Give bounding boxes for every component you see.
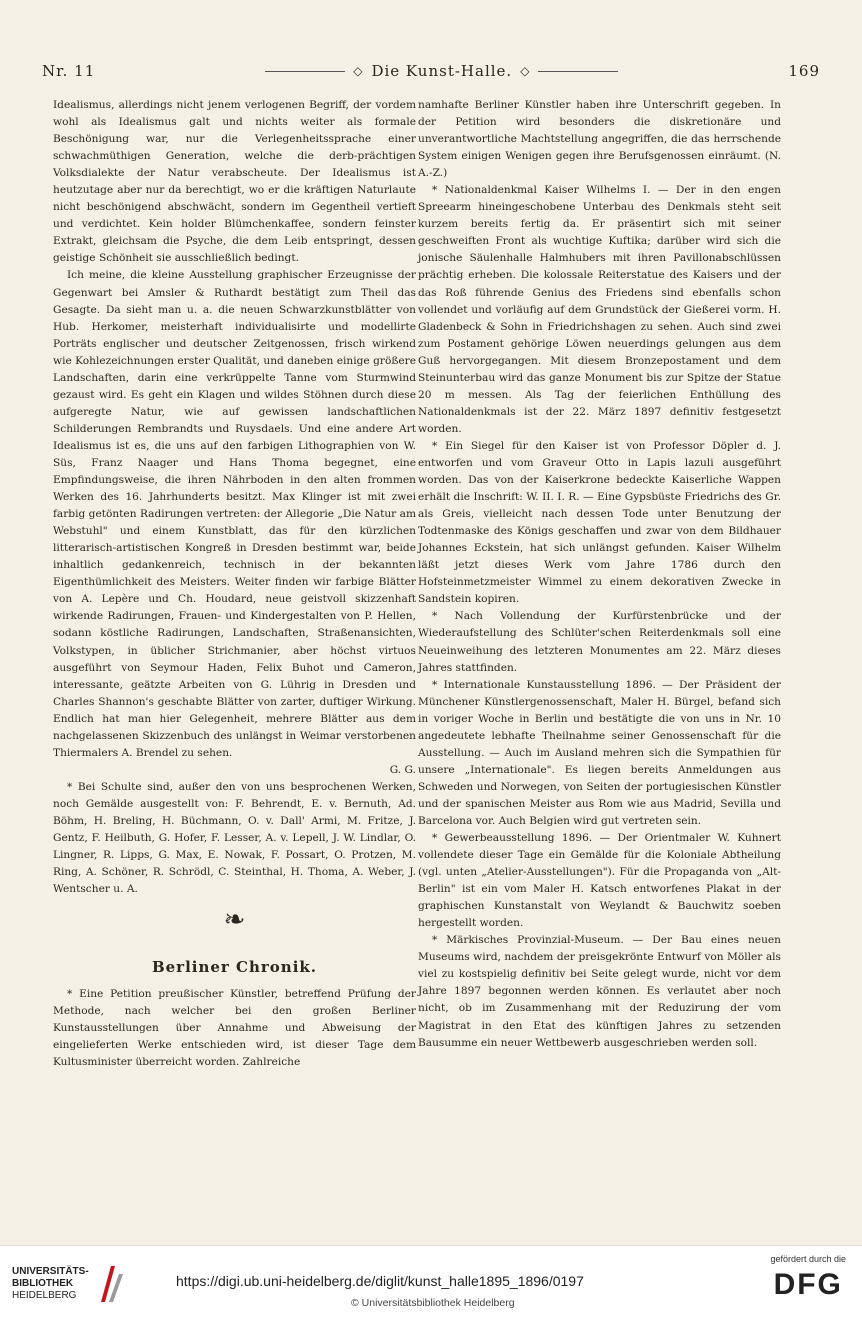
right-column (418, 97, 781, 1052)
page-header (42, 58, 820, 84)
copyright-text: © Universitätsbibliothek Heidelberg (351, 1297, 515, 1309)
permalink-url[interactable]: https://digi.ub.uni-heidelberg.de/diglit/kunst_halle1895_1896/0197 (176, 1273, 584, 1289)
paragraph: namhafte Berliner Künstler haben ihre Unterschrift gegeben. In der Petition wird besonders die diskretionäre und unverantwortliche Machtstellung angegriffen, die das herrschende System einigen Wenigen gegen ihre Berufsgenossen einräumt. (N. A.-Z.) (418, 99, 781, 180)
library-emblem-icon (97, 1262, 127, 1306)
viewer-footer (0, 1245, 862, 1322)
running-title-group (265, 62, 618, 80)
paragraph: * Nach Vollendung der Kurfürstenbrücke und der Wiederaufstellung des Schlüter'schen Reiterdenkmals soll eine Neueinweihung des letzteren Monumentes am 22. März dieses Jahres stattfinden. (418, 610, 781, 674)
paragraph: * Eine Petition preußischer Künstler, betreffend Prüfung der Methode, nach welcher bei den großen Berliner Kunstausstellungen über Annahme und Abweisung der eingelieferten Werke entschieden wird, ist dieser Tage dem Kultusminister überreicht worden. Zahlreiche (53, 988, 416, 1069)
paragraph: * Märkisches Provinzial-Museum. — Der Bau eines neuen Museums wird, nachdem der preisgekrönte Entwurf von Möller als viel zu kostspielig definitiv bei Seite gelegt wurde, nicht vor dem Jahre 1897 begonnen werden können. Es verlautet aber noch nicht, ob im Zusammenhang mit der Reduzirung der vom Magistrat in den Etat des künftigen Jahres zu setzenden Bausumme ein neuer Wettbewerb ausgeschrieben werden soll. (418, 934, 781, 1049)
library-name-line: BIBLIOTHEK (12, 1278, 74, 1289)
fleuron-icon: ❧ (223, 905, 246, 936)
funder-logo[interactable] (770, 1254, 846, 1302)
paragraph: * Ein Siegel für den Kaiser ist von Professor Döpler d. J. entworfen und vom Graveur Otto in Lapis lazuli ausgeführt worden. Das von der Kaiserkrone bedeckte Kaiserliche Wappen erhält die Inschrift: W. II. I. R. — Eine Gypsbüste Friedrichs des Gr. als Greis, vielleicht nach dessen Tode unter Benutzung der Todtenmaske des Königs geschaffen und zwar von dem Bildhauer Johannes Eckstein, hat sich unlängst gefunden. Kaiser Wilhelm läßt jetzt dieses Werk vom Jahre 1786 durch den Hofsteinmetzmeister Wimmel zu einem dekorativen Zwecke in Sandstein kopiren. (418, 439, 781, 606)
funded-by-text: gefördert durch die (770, 1254, 846, 1264)
ornament-right-icon: ◇ (520, 64, 531, 78)
paragraph: Ich meine, die kleine Ausstellung graphischer Erzeugnisse der Gegenwart bei Amsler & Ruthardt bestätigt zum Theil das Gesagte. Da sieht man u. a. die neuen Schwarzkunstblätter von Hub. Herkomer, meisterhaft individualisirte und modellirte Porträts englischer und deutscher Zeitgenossen, frisch wirkend wie Kohlezeichnungen erster Qualität, und daneben einige größere Landschaften, darin eine verkrüppelte Tanne vom Sturmwind gezaust wird. Es geht ein Klagen und wildes Stöhnen durch diese aufgeregte Natur, wie auf gewissen landschaftlichen Schilderungen Rembrandts und Ruysdaels. Und eine andere Art Idealismus ist es, die uns auf den farbigen Lithographien von W. Süs, Franz Naager und Hans Thoma begegnet, eine Empfindungsweise, die ihren Nährboden in den alten frommen Werken des 16. Jahrhunderts besitzt. Max Klinger ist mit zwei farbig getönten Radirungen vertreten: der Allegorie „Die Natur am Webstuhl" und einem Kunstblatt, das für den kürzlichen litterarisch-artistischen Kongreß in Dresden bestimmt war, beide inhaltlich gedankenreich, technisch in der bekannten Eigenthümlichkeit des Meisters. Weiter finden wir farbige Blätter von A. Lepère und Ch. Houdard, neue geistvoll skizzenhaft wirkende Radirungen, Frauen- und Kindergestalten von P. Hellen, sodann köstliche Radirungen, Landschaften, Straßenansichten, Volkstypen, in üblicher Strichmanier, aber höchst virtuos ausgeführt von Seymour Haden, Felix Buhot und Cameron, interessante, geätzte Arbeiten von G. Lührig in Dresden und Charles Shannon's geschabte Blätter von zarter, duftiger Wirkung. Endlich hat man hier Gelegenheit, mehrere Blätter aus dem nachgelassenen Skizzenbuch des unlängst in Weimar verstorbenen Thiermalers A. Brendel zu sehen. (53, 269, 416, 759)
ornament-left-icon: ◇ (353, 64, 364, 78)
library-name-line: UNIVERSITÄTS- (12, 1266, 89, 1277)
paragraph: * Gewerbeausstellung 1896. — Der Orientmaler W. Kuhnert vollendete dieser Tage ein Gemälde für die Koloniale Abtheilung (vgl. unten „Atelier-Ausstellungen"). Für die Propaganda von „Alt-Berlin" ist ein vom Maler H. Katsch entworfenes Plakat in der graphischen Kunstanstalt von Weylandt & Bauchwitz soeben hergestellt worden. (418, 832, 781, 930)
issue-number: Nr. 11 (42, 62, 96, 80)
paragraph: * Nationaldenkmal Kaiser Wilhelms I. — Der in den engen Spreearm hineingeschobene Unterbau des Denkmals steht seit kurzem bereits fertig da. Er präsentirt sich mit seiner geschweiften Front als wuchtige Kuftika; darüber wird sich die jonische Säulenhalle Halmhubers mit ihren Pavillonabschlüssen prächtig erheben. Die kolossale Reiterstatue des Kaisers und der das Roß führende Genius des Friedens sind ebenfalls schon vollendet und vorläufig auf dem Grundstück der Gießerei vorm. H. Gladenbeck & Sohn in Friedrichshagen zu sehen. Auch sind zwei zum Postament gehörige Löwen neuerdings gelungen aus dem Guß hervorgegangen. Mit diesem Bronzepostament und dem Steinunterbau wird das ganze Monument bis zur Spitze der Statue 20 m messen. Als Tag der feierlichen Enthüllung des Nationaldenkmals ist der 22. März 1897 definitiv festgesetzt worden. (418, 184, 781, 435)
library-logo[interactable] (12, 1266, 142, 1306)
library-name-line: HEIDELBERG (12, 1290, 77, 1301)
running-title: Die Kunst-Halle. (371, 62, 513, 80)
section-title: Berliner Chronik. (151, 958, 318, 977)
paragraph: Idealismus, allerdings nicht jenem verlogenen Begriff, der vordem wohl als Idealismus galt und nichts weiter als formale Beschönigung war, nur die Verlegenheitssprache einer schwachmüthigen Generation, welche die derb-prächtigen Volksdialekte der Natur verabscheute. Der Idealismus ist heutzutage aber nur da berechtigt, wo er die kräftigen Naturlaute nicht beschönigend abschwächt, sondern im Gegentheil vertieft und verdichtet. Kein holder Blümchenkaffee, sondern feinster Extrakt, gleichsam die Psyche, die dem Leib entspringt, dessen geistige Schönheit sie ausschließlich bedingt. (53, 99, 416, 265)
dfg-logo-text: DFG (773, 1268, 843, 1301)
signature: G. G. (389, 763, 416, 776)
left-column (53, 97, 416, 1072)
page-number: 169 (788, 62, 820, 80)
paragraph: * Internationale Kunstausstellung 1896. — Der Präsident der Münchener Künstlergenossenschaft, Maler H. Bürgel, befand sich in voriger Woche in Berlin und bestätigte die von uns in Nr. 10 angedeutete lebhafte Theilnahme seiner Genossenschaft für die Ausstellung. — Auch im Ausland mehren sich die Sympathien für unsere „Internationale". Es liegen bereits Anmeldungen aus Schweden und Norwegen, von Seiten der portugiesischen Künstler und der spanischen Meister aus Rom wie aus Madrid, Sevilla und Barcelona vor. Auch Belgien wird gut vertreten sein. (418, 678, 781, 827)
header-rule-left (265, 71, 345, 72)
footnote: * Bei Schulte sind, außer den von uns besprochenen Werken, noch Gemälde ausgestellt von: F. Behrendt, E. v. Bernuth, Ad. Böhm, H. Breling, H. Büchmann, O. v. Dall' Armi, M. Fritze, J. Gentz, F. Heilbuth, G. Hofer, F. Lesser, A. v. Lepell, J. W. Lindlar, O. Lingner, R. Lipps, G. Max, E. Nowak, F. Possart, O. Protzen, M. Ring, A. Schöner, R. Schrödl, C. Steinthal, H. Thoma, A. Weber, J. Wentscher u. A. (53, 780, 416, 896)
header-rule-right (538, 71, 618, 72)
